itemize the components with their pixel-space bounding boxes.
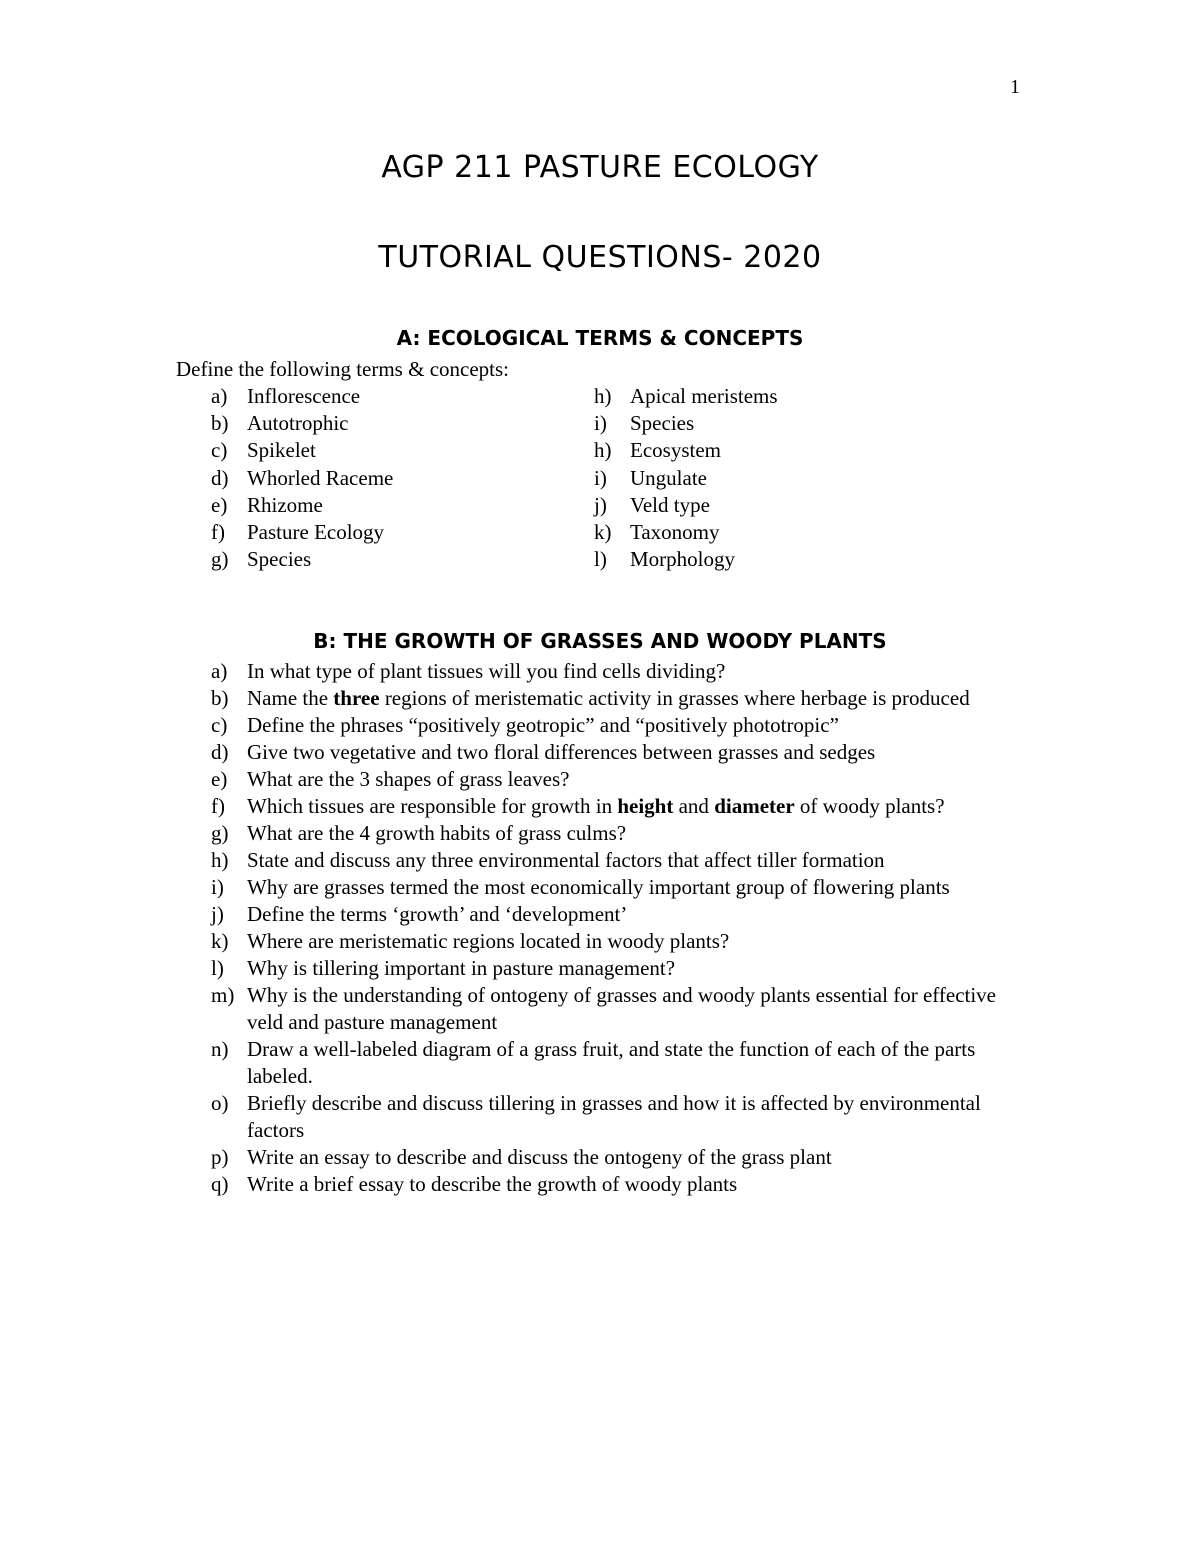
list-item: [211, 793, 1031, 820]
list-item: [211, 982, 1031, 1036]
item-label: d): [211, 465, 229, 490]
item-label: d): [211, 740, 229, 764]
list-item: [594, 410, 778, 437]
section-a-intro: Define the following terms & concepts:: [176, 357, 509, 381]
document-subtitle: TUTORIAL QUESTIONS- 2020: [378, 240, 822, 275]
list-item: [594, 546, 778, 573]
item-label: g): [211, 547, 229, 572]
question-text-pre: Which tissues are responsible for growth in: [247, 794, 618, 818]
question-text: What are the 4 growth habits of grass culms?: [247, 821, 627, 845]
list-item: [211, 955, 1031, 982]
page-number: 1: [1010, 76, 1020, 98]
section-a-heading: A: ECOLOGICAL TERMS & CONCEPTS: [396, 326, 804, 350]
list-item: [211, 712, 1031, 739]
question-text: Write an essay to describe and discuss the ontogeny of the grass plant: [247, 1145, 832, 1169]
item-label: f): [211, 794, 225, 818]
item-label: l): [211, 956, 224, 980]
item-label: i): [594, 411, 607, 436]
term-text: Spikelet: [247, 438, 316, 463]
term-text: Morphology: [630, 547, 735, 572]
item-label: b): [211, 411, 229, 436]
term-text: Rhizome: [247, 492, 323, 517]
list-item: [211, 1036, 1031, 1090]
question-text-pre: Name the: [247, 686, 334, 710]
term-text: Pasture Ecology: [247, 520, 385, 545]
term-text: Taxonomy: [630, 520, 720, 545]
item-label: a): [211, 659, 228, 683]
term-text: Ecosystem: [630, 438, 721, 463]
emphasis-text: diameter: [714, 794, 795, 818]
list-item: [211, 546, 393, 573]
item-label: p): [211, 1145, 229, 1169]
question-text: Briefly describe and discuss tillering in grasses and how it is affected by environmental factors: [247, 1091, 981, 1142]
item-label: c): [211, 713, 228, 737]
item-label: q): [211, 1172, 229, 1196]
section-b-heading: B: THE GROWTH OF GRASSES AND WOODY PLANTS: [313, 629, 887, 653]
list-item: [211, 1171, 1031, 1198]
question-text-post: regions of meristematic activity in grasses where herbage is produced: [379, 686, 970, 710]
list-item: [594, 437, 778, 464]
term-text: Species: [247, 547, 312, 572]
question-text: Why is the understanding of ontogeny of grasses and woody plants essential for effective veld and pasture management: [247, 983, 997, 1034]
item-label: g): [211, 821, 229, 845]
term-text: Ungulate: [630, 465, 707, 490]
question-text-mid: and: [673, 794, 715, 818]
list-item: [211, 465, 393, 492]
list-item: [594, 465, 778, 492]
list-item: [211, 901, 1031, 928]
item-label: a): [211, 384, 228, 408]
question-text: Why is tillering important in pasture management?: [247, 956, 676, 980]
item-label: l): [594, 547, 607, 572]
list-item: [211, 658, 1031, 685]
list-item: [211, 437, 393, 464]
item-label: h): [594, 438, 612, 463]
list-item: [211, 383, 393, 410]
item-label: e): [211, 492, 228, 517]
list-item: [594, 383, 778, 410]
document-title: AGP 211 PASTURE ECOLOGY: [381, 150, 819, 185]
item-label: f): [211, 520, 225, 545]
list-item: [211, 1144, 1031, 1171]
list-item: [211, 1090, 1031, 1144]
question-text: Define the terms ‘growth’ and ‘development’: [247, 902, 628, 926]
question-text: Why are grasses termed the most economically important group of flowering plants: [247, 875, 950, 899]
item-label: j): [211, 902, 224, 926]
item-label: j): [594, 492, 607, 517]
question-text-post: of woody plants?: [794, 794, 945, 818]
question-text: What are the 3 shapes of grass leaves?: [247, 767, 570, 791]
emphasis-text: three: [333, 686, 380, 710]
list-item: [211, 739, 1031, 766]
list-item: [211, 874, 1031, 901]
item-label: m): [211, 983, 235, 1007]
list-item: [211, 492, 393, 519]
list-item: [211, 820, 1031, 847]
question-text: In what type of plant tissues will you find cells dividing?: [247, 659, 726, 683]
term-text: Autotrophic: [247, 411, 349, 436]
item-label: o): [211, 1091, 229, 1115]
list-item: [211, 519, 393, 546]
item-label: i): [211, 875, 224, 899]
term-text: Apical meristems: [630, 384, 778, 408]
item-label: h): [594, 384, 612, 408]
question-text: Where are meristematic regions located in woody plants?: [247, 929, 730, 953]
terms-list-left: [211, 383, 393, 573]
term-text: Species: [630, 411, 695, 436]
item-label: k): [594, 520, 612, 545]
term-text: Inflorescence: [247, 384, 361, 408]
question-text: Draw a well-labeled diagram of a grass fruit, and state the function of each of the parts labeled.: [247, 1037, 976, 1088]
terms-list-right: [594, 383, 778, 573]
list-item: [211, 847, 1031, 874]
item-label: n): [211, 1037, 229, 1061]
item-label: h): [211, 848, 229, 872]
emphasis-text: height: [617, 794, 674, 818]
list-item: [211, 766, 1031, 793]
item-label: b): [211, 686, 229, 710]
term-text: Whorled Raceme: [247, 465, 394, 490]
question-text: State and discuss any three environmental factors that affect tiller formation: [247, 848, 885, 872]
item-label: k): [211, 929, 229, 953]
list-item: [211, 928, 1031, 955]
questions-list: [211, 658, 1031, 1198]
question-text: Define the phrases “positively geotropic” and “positively phototropic”: [247, 713, 839, 737]
list-item: [211, 410, 393, 437]
list-item: [211, 685, 1031, 712]
term-text: Veld type: [630, 492, 710, 517]
question-text: Give two vegetative and two floral differences between grasses and sedges: [247, 740, 876, 764]
item-label: i): [594, 465, 607, 490]
item-label: c): [211, 438, 228, 463]
item-label: e): [211, 767, 228, 791]
question-text: Write a brief essay to describe the growth of woody plants: [247, 1172, 738, 1196]
list-item: [594, 519, 778, 546]
list-item: [594, 492, 778, 519]
